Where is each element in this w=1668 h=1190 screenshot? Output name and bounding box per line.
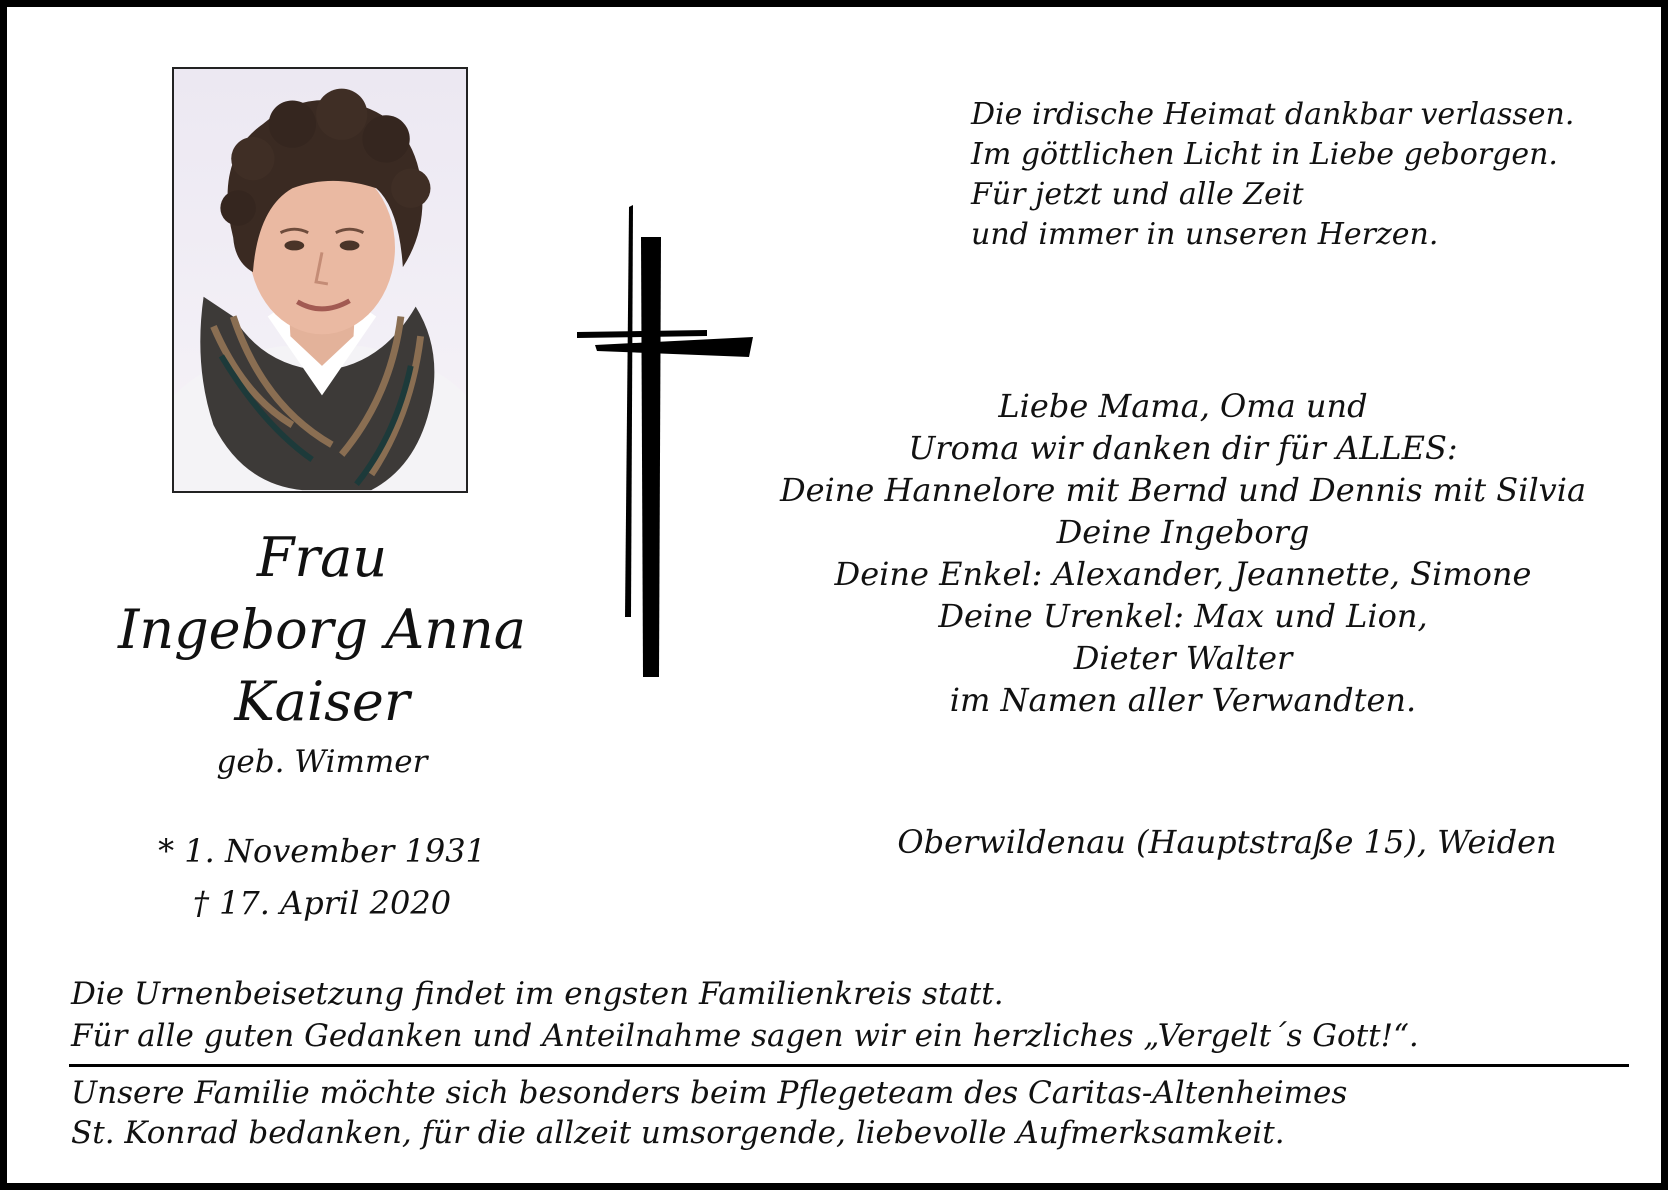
divider (69, 1064, 1629, 1067)
address: Oberwildenau (Hauptstraße 15), Weiden (897, 823, 1557, 861)
given-names: Ingeborg Anna (117, 598, 526, 661)
thanks-line: Unsere Familie möchte sich besonders beim Pflegeteam des Caritas-Altenheimes (71, 1075, 1348, 1111)
birth-date: * 1. November 1931 (158, 832, 486, 870)
family-line: Deine Urenkel: Max und Lion, (938, 597, 1428, 635)
family-line: Deine Ingeborg (1056, 513, 1310, 551)
thanks-line: St. Konrad bedanken, für die allzeit umsorgende, liebevolle Aufmerksamkeit. (71, 1115, 1285, 1151)
family-line: im Namen aller Verwandten. (949, 681, 1417, 719)
notice-line: Für alle guten Gedanken und Anteilnahme sagen wir ein herzliches „Vergelt´s Gott!“. (71, 1018, 1419, 1054)
salutation: Frau (256, 526, 388, 589)
deceased-name-block (47, 522, 597, 782)
maiden-name: geb. Wimmer (216, 744, 428, 780)
poem (971, 95, 1661, 255)
family-line: Liebe Mama, Oma und (998, 387, 1368, 425)
family-line: Uroma wir danken dir für ALLES: (908, 429, 1458, 467)
death-date: † 17. April 2020 (192, 884, 452, 922)
family-line: Dieter Walter (1073, 639, 1293, 677)
poem-line: und immer in unseren Herzen. (971, 217, 1439, 252)
family-message (713, 385, 1653, 721)
poem-line: Die irdische Heimat dankbar verlassen. (971, 97, 1575, 132)
portrait-photo (172, 67, 468, 493)
thanks-note (71, 1073, 1631, 1153)
poem-line: Im göttlichen Licht in Liebe geborgen. (971, 137, 1558, 172)
family-line: Deine Enkel: Alexander, Jeannette, Simone (834, 555, 1532, 593)
portrait-illustration (174, 69, 466, 491)
life-dates (47, 825, 597, 929)
poem-line: Für jetzt und alle Zeit (971, 177, 1304, 212)
notice-line: Die Urnenbeisetzung findet im engsten Familienkreis statt. (71, 976, 1004, 1012)
surname: Kaiser (234, 670, 410, 733)
burial-notice (71, 973, 1631, 1057)
family-line: Deine Hannelore mit Bernd und Dennis mit Silvia (779, 471, 1587, 509)
